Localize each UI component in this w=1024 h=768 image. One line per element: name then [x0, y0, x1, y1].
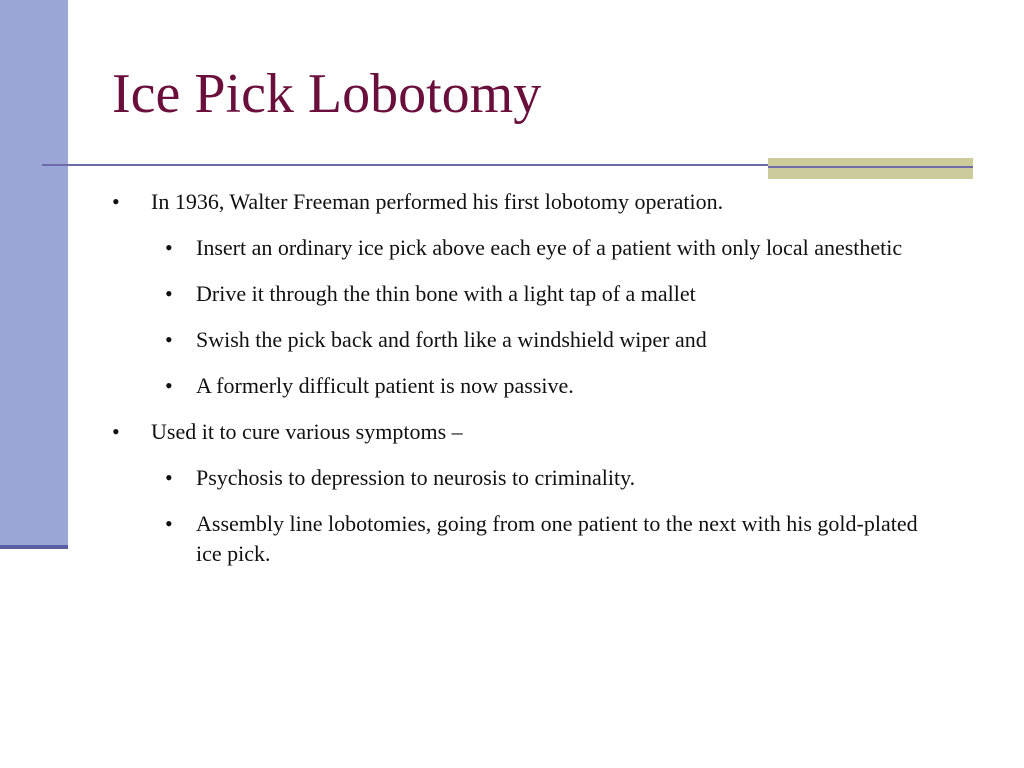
bullet-dot: •: [165, 281, 173, 306]
bullet-dot: •: [165, 511, 173, 536]
bullet-dot: •: [165, 327, 173, 352]
bullet-text: Assembly line lobotomies, going from one patient to the next with his gold-plated ice pick.: [196, 511, 918, 566]
sub-bullet-item: [165, 371, 932, 401]
bullet-dot: •: [165, 235, 173, 260]
bullet-text: Drive it through the thin bone with a light tap of a mallet: [196, 281, 696, 306]
bullet-item: [112, 187, 932, 217]
bullet-text: Swish the pick back and forth like a windshield wiper and: [196, 327, 707, 352]
slide-title: Ice Pick Lobotomy: [112, 63, 542, 125]
accent-divider: [768, 166, 973, 168]
bullet-dot: •: [165, 373, 173, 398]
bullet-text: Insert an ordinary ice pick above each eye of a patient with only local anesthetic: [196, 235, 903, 260]
left-decorative-bar: [0, 0, 68, 545]
bullet-text: Used it to cure various symptoms –: [151, 419, 463, 444]
left-bar-bottom-edge: [0, 545, 68, 549]
bullet-item: [112, 417, 932, 447]
bullet-text: In 1936, Walter Freeman performed his first lobotomy operation.: [151, 189, 724, 214]
bullet-dot: •: [112, 189, 120, 214]
bullet-text: A formerly difficult patient is now passive.: [196, 373, 574, 398]
bullet-text: Psychosis to depression to neurosis to criminality.: [196, 465, 636, 490]
sub-bullet-item: [165, 279, 932, 309]
slide-content: [112, 187, 932, 585]
sub-bullet-item: [165, 325, 932, 355]
accent-block: [768, 158, 973, 179]
sub-bullet-item: [165, 233, 932, 263]
sub-bullet-item: [165, 463, 932, 493]
bullet-dot: •: [112, 419, 120, 444]
sub-bullet-item: [165, 509, 932, 569]
bullet-dot: •: [165, 465, 173, 490]
